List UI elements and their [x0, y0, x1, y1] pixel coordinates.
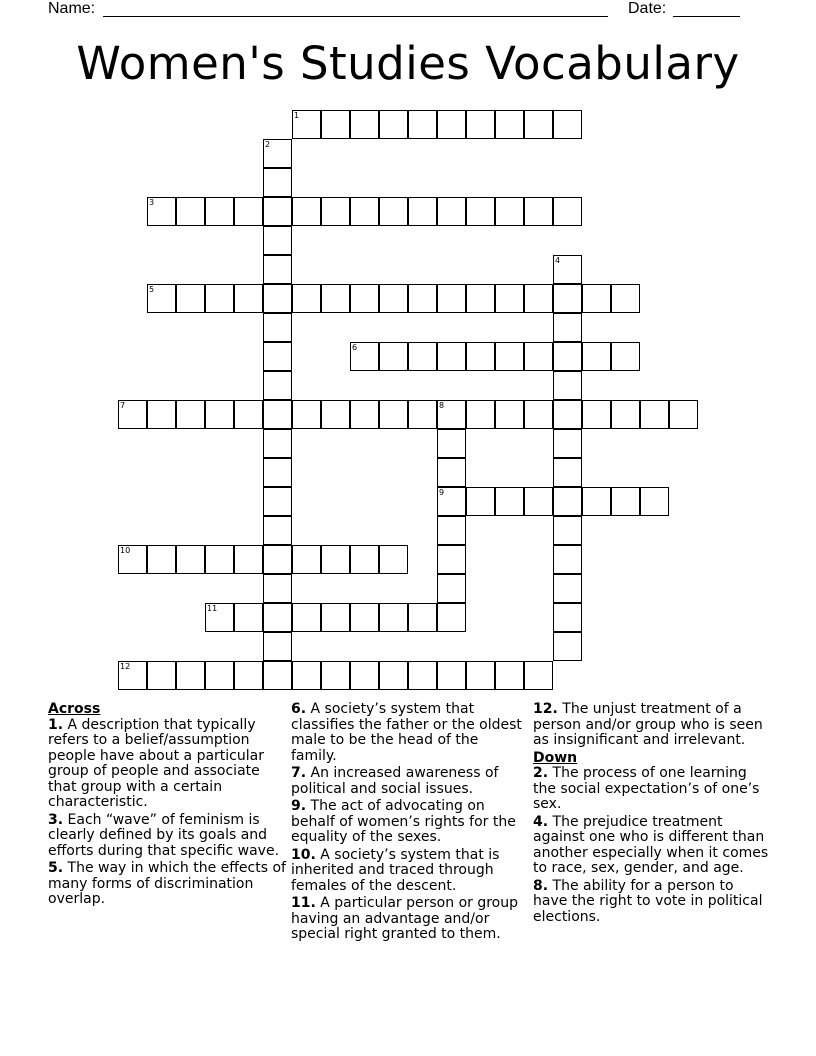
grid-cell[interactable] [408, 661, 437, 690]
grid-cell[interactable] [553, 632, 582, 661]
grid-cell[interactable] [611, 342, 640, 371]
grid-cell[interactable] [553, 487, 582, 516]
clue-item-number: 8. [533, 877, 549, 894]
clue-item-text: The unjust treatment of a person and/or group who is seen as insignificant and irrelevant. [533, 701, 763, 748]
name-date-line [48, 0, 768, 20]
grid-cell[interactable] [466, 661, 495, 690]
clue-item-number: 10. [291, 846, 316, 863]
clue-item-text: The prejudice treatment against one who is different than another especially when it comes to race, sex, gender, and age. [533, 813, 769, 876]
grid-cell[interactable] [437, 545, 466, 574]
grid-cell[interactable] [292, 110, 321, 139]
grid-cell[interactable] [350, 400, 379, 429]
grid-cell[interactable] [263, 342, 292, 371]
grid-cell[interactable] [263, 139, 292, 168]
grid-cell[interactable] [263, 661, 292, 690]
grid-cell[interactable] [408, 110, 437, 139]
grid-cell[interactable] [495, 661, 524, 690]
grid-cell[interactable] [234, 284, 263, 313]
grid-cell[interactable] [292, 400, 321, 429]
grid-cell[interactable] [176, 284, 205, 313]
grid-cell[interactable] [495, 342, 524, 371]
clue-item-text: Each “wave” of feminism is clearly defined by its goals and efforts during that specific wave. [48, 811, 280, 859]
grid-cell[interactable] [263, 545, 292, 574]
grid-cell[interactable] [582, 284, 611, 313]
grid-cell[interactable] [292, 603, 321, 632]
grid-cell[interactable] [321, 110, 350, 139]
clue-number: 8 [439, 401, 445, 410]
clue-item [291, 848, 523, 895]
grid-cell[interactable] [176, 661, 205, 690]
grid-cell[interactable] [205, 400, 234, 429]
clue-item [48, 813, 288, 860]
grid-cell[interactable] [466, 284, 495, 313]
clue-item-text: The ability for a person to have the right to vote in political elections. [533, 877, 763, 925]
grid-cell[interactable] [263, 574, 292, 603]
grid-cell[interactable] [524, 400, 553, 429]
grid-cell[interactable] [263, 371, 292, 400]
grid-cell[interactable] [205, 284, 234, 313]
name-label: Name: [48, 0, 96, 17]
grid-cell[interactable] [350, 661, 379, 690]
grid-cell[interactable] [466, 487, 495, 516]
grid-cell[interactable] [524, 284, 553, 313]
grid-cell[interactable] [379, 400, 408, 429]
grid-cell[interactable] [553, 371, 582, 400]
grid-cell[interactable] [553, 574, 582, 603]
grid-cell[interactable] [263, 197, 292, 226]
grid-cell[interactable] [582, 342, 611, 371]
grid-cell[interactable] [495, 284, 524, 313]
grid-cell[interactable] [205, 603, 234, 632]
grid-cell[interactable] [437, 342, 466, 371]
grid-cell[interactable] [495, 400, 524, 429]
clue-number: 10 [120, 546, 131, 555]
grid-cell[interactable] [466, 400, 495, 429]
clue-number: 1 [294, 111, 300, 120]
grid-cell[interactable] [524, 197, 553, 226]
grid-cell[interactable] [147, 197, 176, 226]
clue-item [291, 799, 523, 846]
grid-cell[interactable] [234, 545, 263, 574]
grid-cell[interactable] [437, 516, 466, 545]
clue-number: 9 [439, 488, 445, 497]
name-field[interactable] [103, 2, 608, 17]
grid-cell[interactable] [263, 429, 292, 458]
grid-cell[interactable] [350, 110, 379, 139]
grid-cell[interactable] [350, 342, 379, 371]
clue-item [291, 702, 523, 764]
clue-item [291, 896, 523, 943]
clue-number: 2 [265, 140, 271, 149]
clue-item-text: The way in which the effects of many forms of discrimination overlap. [48, 860, 286, 907]
grid-cell[interactable] [205, 661, 234, 690]
across-heading: Across [48, 701, 101, 717]
grid-cell[interactable] [176, 400, 205, 429]
grid-cell[interactable] [408, 342, 437, 371]
clues-column-1 [48, 702, 288, 910]
grid-cell[interactable] [553, 313, 582, 342]
grid-cell[interactable] [379, 197, 408, 226]
grid-cell[interactable] [321, 197, 350, 226]
grid-cell[interactable] [379, 545, 408, 574]
grid-cell[interactable] [147, 400, 176, 429]
clue-item-text: A society’s system that is inherited and traced through females of the descent. [291, 846, 500, 894]
grid-cell[interactable] [553, 603, 582, 632]
clue-item [533, 766, 769, 813]
grid-cell[interactable] [582, 400, 611, 429]
grid-cell[interactable] [350, 603, 379, 632]
clues-column-2 [291, 702, 523, 945]
grid-cell[interactable] [553, 516, 582, 545]
grid-cell[interactable] [234, 400, 263, 429]
clue-item-text: A society’s system that classifies the father or the oldest male to be the head of the family. [291, 701, 522, 764]
grid-cell[interactable] [408, 400, 437, 429]
grid-cell[interactable] [669, 400, 698, 429]
grid-cell[interactable] [553, 342, 582, 371]
clue-item-number: 9. [291, 798, 307, 814]
grid-cell[interactable] [553, 429, 582, 458]
clues-column-3 [533, 702, 769, 927]
grid-cell[interactable] [321, 284, 350, 313]
clue-item-number: 12. [533, 701, 558, 717]
clue-item-text: A description that typically refers to a belief/assumption people have about a particular group of people and associate that group with a certain characteristic. [48, 716, 264, 810]
grid-cell[interactable] [118, 545, 147, 574]
grid-cell[interactable] [553, 545, 582, 574]
grid-cell[interactable] [437, 661, 466, 690]
grid-cell[interactable] [466, 197, 495, 226]
grid-cell[interactable] [553, 458, 582, 487]
clue-item-number: 4. [533, 813, 549, 830]
grid-cell[interactable] [118, 400, 147, 429]
grid-cell[interactable] [205, 197, 234, 226]
clue-number: 6 [352, 343, 358, 352]
clue-item [533, 702, 769, 749]
clue-item-text: The act of advocating on behalf of women’s rights for the equality of the sexes. [291, 798, 516, 845]
clue-item-number: 2. [533, 765, 549, 781]
grid-cell[interactable] [147, 545, 176, 574]
grid-cell[interactable] [379, 342, 408, 371]
grid-cell[interactable] [263, 226, 292, 255]
grid-cell[interactable] [524, 110, 553, 139]
grid-cell[interactable] [205, 545, 234, 574]
grid-cell[interactable] [147, 284, 176, 313]
clue-number: 4 [555, 256, 561, 265]
clue-item [533, 879, 769, 926]
clue-number: 12 [120, 662, 131, 671]
grid-cell[interactable] [292, 661, 321, 690]
grid-cell[interactable] [553, 400, 582, 429]
grid-cell[interactable] [292, 197, 321, 226]
clue-item-text: The process of one learning the social expectation’s of one’s sex. [533, 765, 760, 812]
grid-cell[interactable] [263, 603, 292, 632]
clue-item-number: 7. [291, 765, 307, 781]
grid-cell[interactable] [350, 197, 379, 226]
grid-cell[interactable] [321, 400, 350, 429]
page-title: Women's Studies Vocabulary [76, 37, 740, 90]
grid-cell[interactable] [379, 284, 408, 313]
grid-cell[interactable] [118, 661, 147, 690]
clue-item-number: 5. [48, 860, 64, 876]
grid-cell[interactable] [553, 197, 582, 226]
grid-cell[interactable] [437, 400, 466, 429]
grid-cell[interactable] [466, 110, 495, 139]
grid-cell[interactable] [408, 284, 437, 313]
grid-cell[interactable] [263, 458, 292, 487]
grid-cell[interactable] [437, 487, 466, 516]
clue-item [291, 766, 523, 797]
grid-cell[interactable] [524, 342, 553, 371]
grid-cell[interactable] [466, 342, 495, 371]
grid-cell[interactable] [611, 284, 640, 313]
grid-cell[interactable] [292, 284, 321, 313]
clue-number: 11 [207, 604, 218, 613]
date-label: Date: [628, 0, 667, 17]
grid-cell[interactable] [176, 545, 205, 574]
grid-cell[interactable] [234, 603, 263, 632]
grid-cell[interactable] [321, 545, 350, 574]
grid-cell[interactable] [263, 516, 292, 545]
grid-cell[interactable] [379, 661, 408, 690]
down-heading: Down [533, 749, 578, 766]
clue-item-text: A particular person or group having an advantage and/or special right granted to them. [291, 895, 519, 942]
clue-item [48, 718, 288, 811]
grid-cell[interactable] [263, 632, 292, 661]
grid-cell[interactable] [437, 110, 466, 139]
grid-cell[interactable] [524, 661, 553, 690]
grid-cell[interactable] [176, 197, 205, 226]
grid-cell[interactable] [611, 400, 640, 429]
grid-cell[interactable] [263, 313, 292, 342]
grid-cell[interactable] [437, 197, 466, 226]
date-field[interactable] [673, 2, 740, 17]
grid-cell[interactable] [379, 110, 408, 139]
grid-cell[interactable] [640, 487, 669, 516]
grid-cell[interactable] [379, 603, 408, 632]
grid-cell[interactable] [437, 429, 466, 458]
grid-cell[interactable] [640, 400, 669, 429]
grid-cell[interactable] [350, 545, 379, 574]
grid-cell[interactable] [263, 168, 292, 197]
clue-item-number: 11. [291, 895, 316, 911]
grid-cell[interactable] [495, 197, 524, 226]
grid-cell[interactable] [495, 110, 524, 139]
grid-cell[interactable] [437, 603, 466, 632]
clue-number: 7 [120, 401, 126, 410]
grid-cell[interactable] [611, 487, 640, 516]
grid-cell[interactable] [263, 400, 292, 429]
grid-cell[interactable] [350, 284, 379, 313]
clue-item-number: 6. [291, 701, 307, 717]
clue-number: 3 [149, 198, 155, 207]
clue-item [533, 815, 769, 877]
grid-cell[interactable] [147, 661, 176, 690]
grid-cell[interactable] [553, 110, 582, 139]
grid-cell[interactable] [408, 603, 437, 632]
clue-number: 5 [149, 285, 155, 294]
clue-item-number: 1. [48, 716, 64, 733]
grid-cell[interactable] [582, 487, 611, 516]
grid-cell[interactable] [495, 487, 524, 516]
grid-cell[interactable] [292, 545, 321, 574]
grid-cell[interactable] [437, 458, 466, 487]
grid-cell[interactable] [321, 603, 350, 632]
clue-item [48, 861, 288, 908]
grid-cell[interactable] [263, 255, 292, 284]
grid-cell[interactable] [321, 661, 350, 690]
grid-cell[interactable] [437, 574, 466, 603]
grid-cell[interactable] [234, 661, 263, 690]
grid-cell[interactable] [553, 284, 582, 313]
grid-cell[interactable] [524, 487, 553, 516]
grid-cell[interactable] [263, 487, 292, 516]
grid-cell[interactable] [234, 197, 263, 226]
grid-cell[interactable] [263, 284, 292, 313]
clue-item-number: 3. [48, 811, 64, 828]
grid-cell[interactable] [553, 255, 582, 284]
grid-cell[interactable] [408, 197, 437, 226]
grid-cell[interactable] [437, 284, 466, 313]
clue-item-text: An increased awareness of political and social issues. [291, 765, 499, 797]
